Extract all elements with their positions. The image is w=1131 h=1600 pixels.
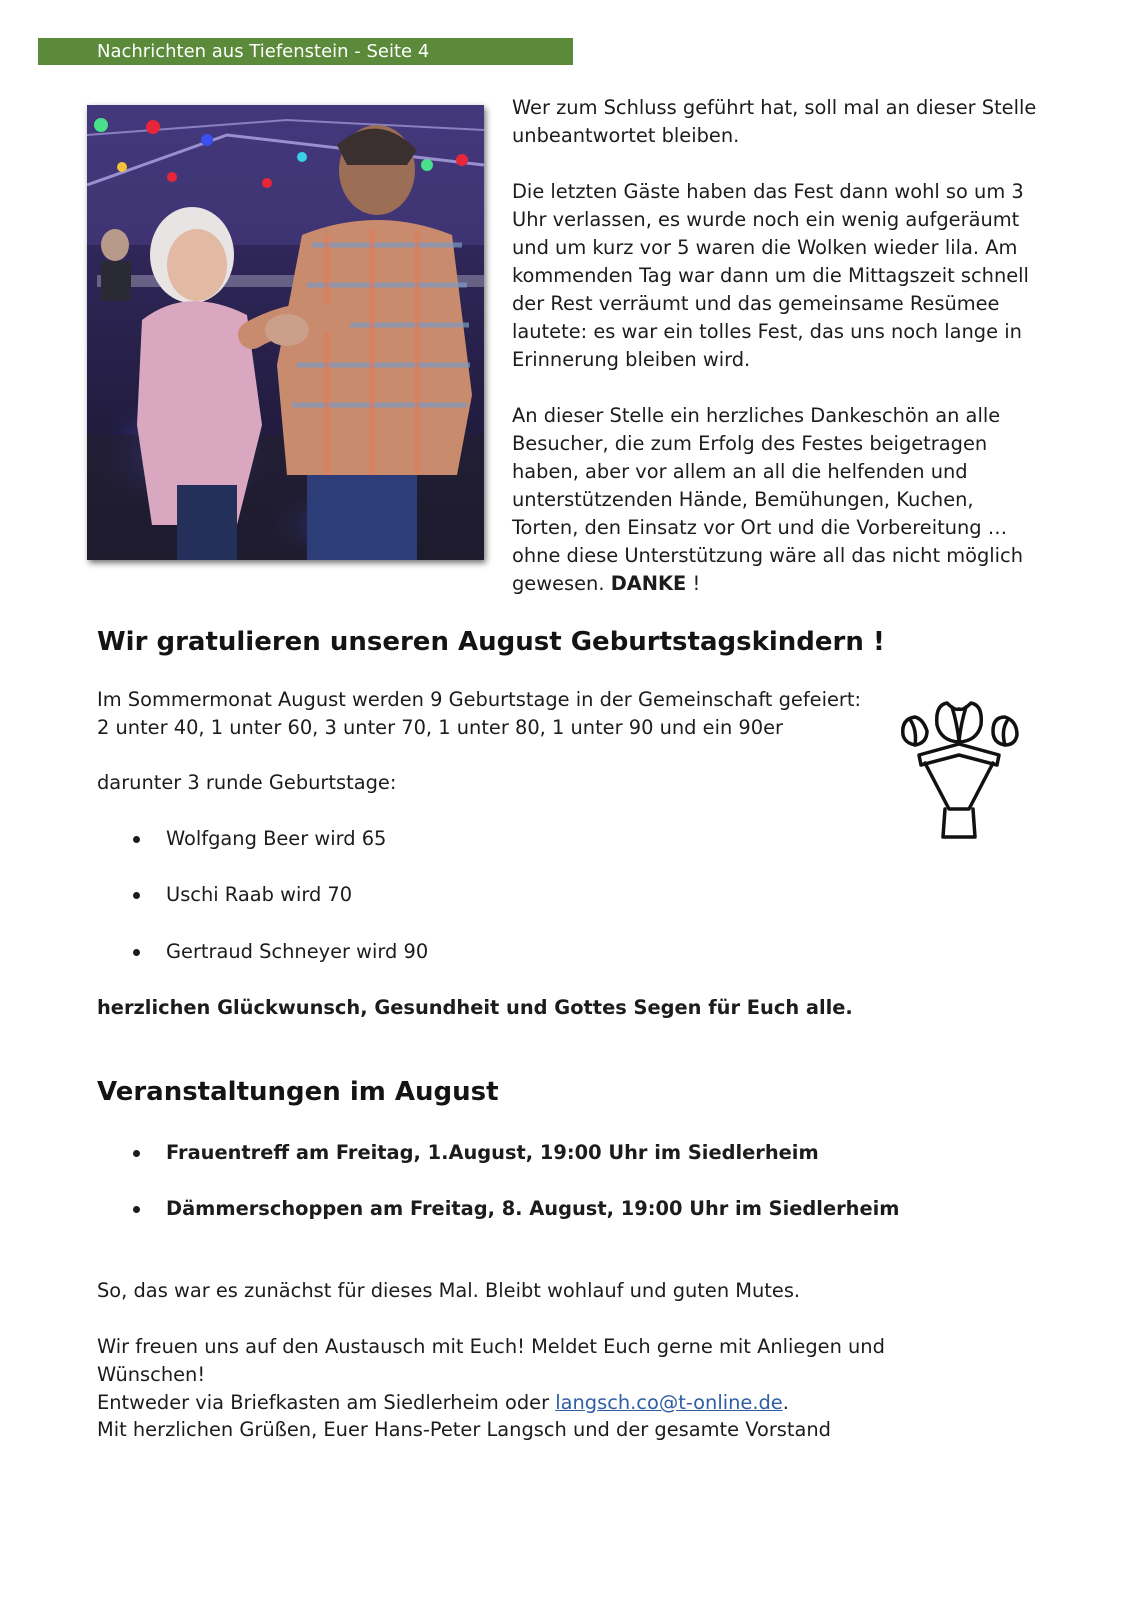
bullet-dot-icon — [133, 892, 140, 899]
events-section — [97, 1075, 997, 1109]
bullet-dot-icon — [133, 836, 140, 843]
birthday-line-2: 2 unter 40, 1 unter 60, 3 unter 70, 1 unter 80, 1 unter 90 und ein 90er — [97, 716, 783, 739]
birthday-item-2: Uschi Raab wird 70 — [166, 883, 353, 906]
bullet-dot-icon — [133, 949, 140, 956]
contact-suffix: . — [782, 1391, 789, 1414]
event-item-2: Dämmerschoppen am Freitag, 8. August, 19:00 Uhr im Siedlerheim — [166, 1197, 900, 1220]
signature-block — [97, 1416, 997, 1444]
dancing-couple-photo — [87, 105, 484, 560]
email-link[interactable]: langsch.co@t-online.de — [555, 1391, 783, 1414]
contact-block — [97, 1333, 997, 1417]
birthday-intro — [97, 686, 997, 742]
flower-bouquet-icon — [897, 697, 1022, 842]
birthday-item-3: Gertraud Schneyer wird 90 — [166, 940, 429, 963]
intro-paragraph-2: Die letzten Gäste haben das Fest dann wohl so um 3 Uhr verlassen, es wurde noch ein wenig aufgeräumt und um kurz vor 5 waren die Wolken wieder lila. Am kommenden Tag war dann um die Mittagszeit schnell der Rest verräumt und das gemeinsame Resümee lautete: es war ein tolles Fest, das uns noch lange in Erinnerung bleiben wird. — [512, 180, 1029, 371]
page-header-bar — [38, 38, 573, 65]
contact-prefix: Entweder via Briefkasten am Siedlerheim oder — [97, 1391, 556, 1414]
birthday-line-1: Im Sommermonat August werden 9 Geburtstage in der Gemeinschaft gefeiert: — [97, 688, 861, 711]
signature: Mit herzlichen Grüßen, Euer Hans-Peter Langsch und der gesamte Vorstand — [97, 1418, 831, 1441]
bullet-dot-icon — [133, 1206, 140, 1213]
birthday-heading: Wir gratulieren unseren August Geburtstagskindern ! — [97, 627, 885, 657]
birthday-section — [97, 625, 997, 659]
page-header-title: Nachrichten aus Tiefenstein - Seite 4 — [97, 41, 430, 62]
events-heading: Veranstaltungen im August — [97, 1077, 499, 1107]
bullet-dot-icon — [133, 1150, 140, 1157]
intro-paragraph-3-text: An dieser Stelle ein herzliches Dankeschön an alle Besucher, die zum Erfolg des Festes beigetragen haben, aber vor allem an all die helfenden und unterstützenden Hände, Bemühungen, Kuchen, Torten, den Einsatz vor Ort und die Vorbereitung … ohne diese Unterstützung wäre all das nicht möglich gewesen. — [512, 404, 1024, 595]
intro-paragraph-1: Wer zum Schluss geführt hat, soll mal an dieser Stelle unbeantwortet bleiben. — [512, 96, 1037, 147]
round-birthdays-intro — [97, 769, 997, 797]
closing-line-block — [97, 1277, 997, 1305]
closing-line-3 — [97, 1389, 997, 1417]
birthday-item-1: Wolfgang Beer wird 65 — [166, 827, 387, 850]
intro-paragraph-3-end: ! — [686, 572, 701, 595]
closing-line-2: Wir freuen uns auf den Austausch mit Euch! Meldet Euch gerne mit Anliegen und Wünschen! — [97, 1335, 885, 1386]
birthday-wishes: herzlichen Glückwunsch, Gesundheit und Gottes Segen für Euch alle. — [97, 996, 853, 1019]
round-birthdays-text: darunter 3 runde Geburtstage: — [97, 771, 397, 794]
birthday-closing — [97, 994, 997, 1022]
event-item-1: Frauentreff am Freitag, 1.August, 19:00 Uhr im Siedlerheim — [166, 1141, 819, 1164]
intro-text-column — [512, 94, 1044, 626]
intro-paragraph-3 — [512, 402, 1044, 598]
closing-line-1: So, das war es zunächst für dieses Mal. Bleibt wohlauf und guten Mutes. — [97, 1279, 801, 1302]
thanks-word: DANKE — [610, 572, 687, 595]
